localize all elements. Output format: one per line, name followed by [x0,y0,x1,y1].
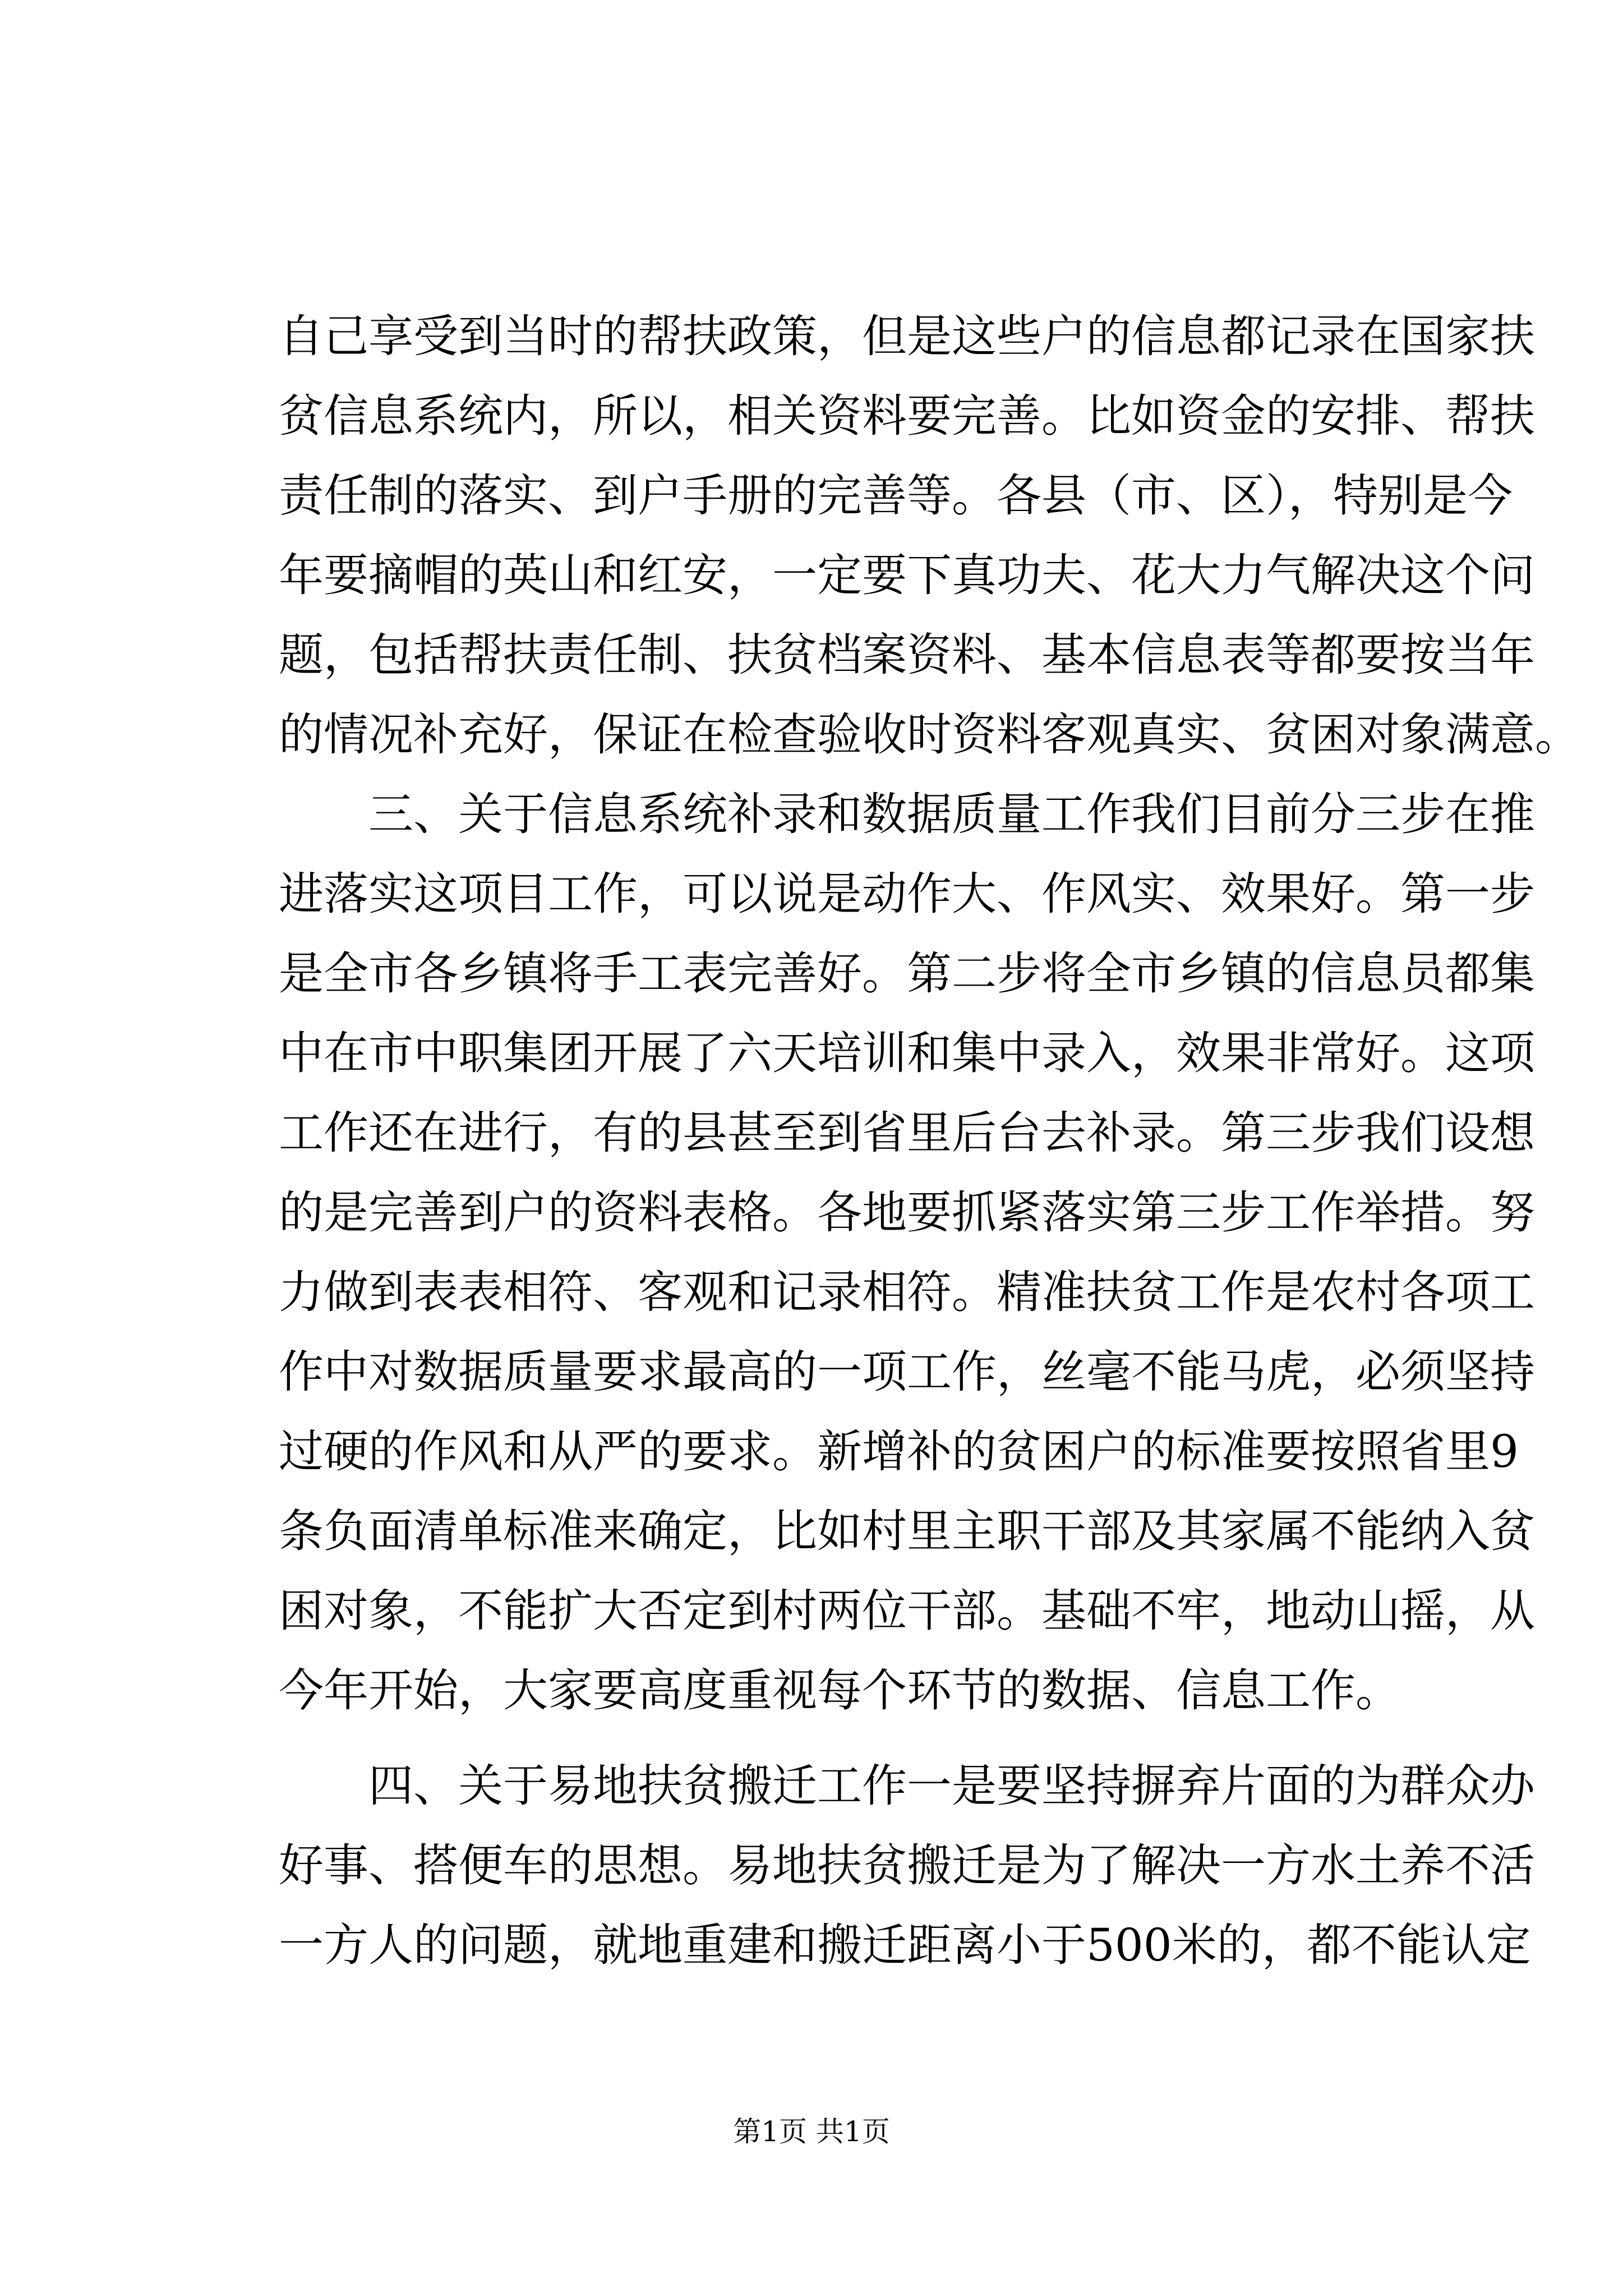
text-line: 三、关于信息系统补录和数据质量工作我们目前分三步在推 [368,788,1535,840]
paragraph [279,775,1535,1731]
text-line: 困对象，不能扩大否定到村两位干部。基础不牢，地动山摇，从 [279,1585,1535,1637]
page-number: 第1页 共1页 [733,2115,890,2148]
document-body [279,297,1580,1985]
text-line: 年要摘帽的英山和红安，一定要下真功夫、花大力气解决这个问 [279,549,1535,601]
text-line: 进落实这项目工作，可以说是动作大、作风实、效果好。第一步 [279,868,1535,920]
text-line: 过硬的作风和从严的要求。新增补的贫困户的标准要按照省里9 [279,1425,1519,1478]
text-line: 题，包括帮扶责任制、扶贫档案资料、基本信息表等都要按当年 [279,629,1535,681]
text-line: 四、关于易地扶贫搬迁工作一是要坚持摒弃片面的为群众办 [368,1760,1535,1812]
paragraph [279,297,1580,775]
text-line: 一方人的问题，就地重建和搬迁距离小于500米的，都不能认定 [279,1919,1531,1971]
text-line: 的是完善到户的资料表格。各地要抓紧落实第三步工作举措。努 [279,1186,1535,1239]
text-line: 力做到表表相符、客观和记录相符。精准扶贫工作是农村各项工 [279,1266,1535,1318]
text-line: 的情况补充好，保证在检查验收时资料客观真实、贫困对象满意。 [279,708,1580,761]
page-footer [0,2109,1623,2154]
text-line: 工作还在进行，有的县甚至到省里后台去补录。第三步我们设想 [279,1107,1535,1159]
text-line: 自己享受到当时的帮扶政策，但是这些户的信息都记录在国家扶 [279,310,1535,362]
text-line: 责任制的落实、到户手册的完善等。各县（市、区），特别是今 [279,470,1513,522]
paragraph-gap [279,1731,1445,1746]
paragraph [279,1746,1535,1985]
text-line: 是全市各乡镇将手工表完善好。第二步将全市乡镇的信息员都集 [279,947,1535,1000]
text-line: 今年开始，大家要高度重视每个环节的数据、信息工作。 [279,1664,1400,1717]
text-line: 好事、搭便车的思想。易地扶贫搬迁是为了解决一方水土养不活 [279,1839,1535,1892]
text-line: 条负面清单标准来确定，比如村里主职干部及其家属不能纳入贫 [279,1505,1535,1557]
text-line: 中在市中职集团开展了六天培训和集中录入，效果非常好。这项 [279,1027,1535,1079]
text-line: 贫信息系统内，所以，相关资料要完善。比如资金的安排、帮扶 [279,390,1535,442]
text-line: 作中对数据质量要求最高的一项工作，丝毫不能马虎，必须坚持 [279,1346,1535,1398]
